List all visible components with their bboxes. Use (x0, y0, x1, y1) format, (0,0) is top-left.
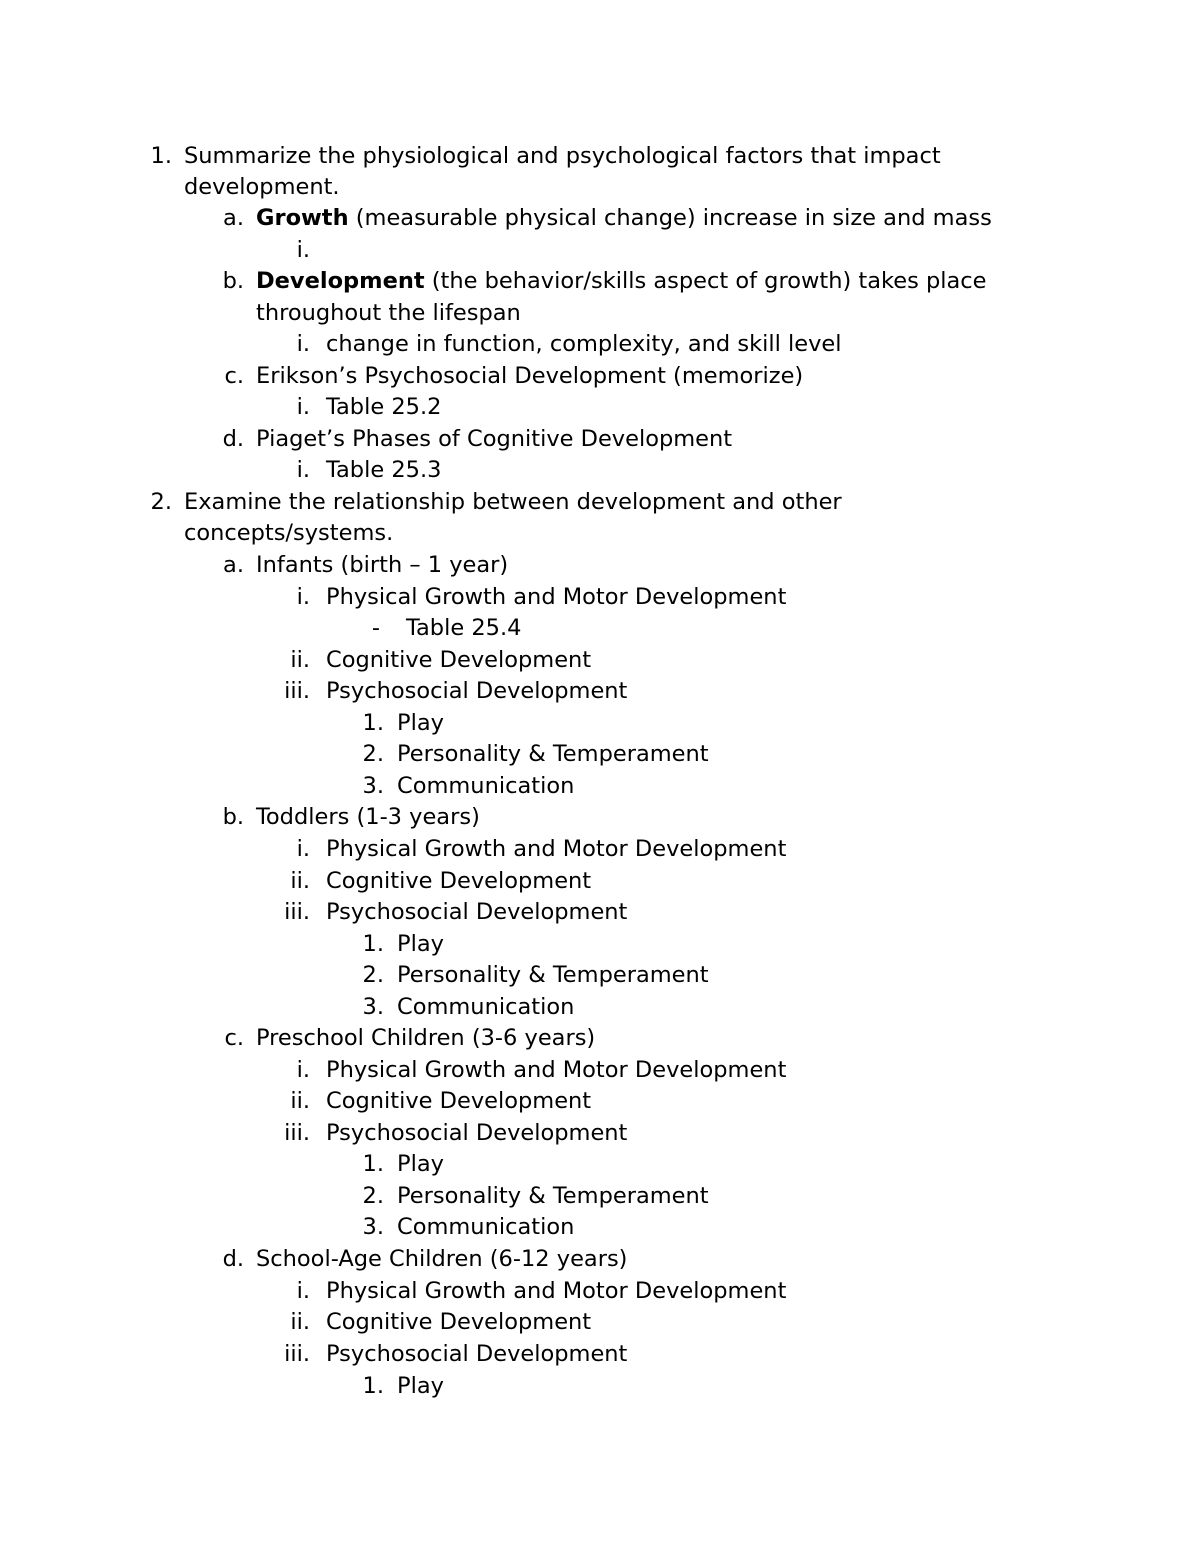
list-item-text: Communication (397, 994, 575, 1020)
list-item-text (256, 202, 992, 234)
list-item-text: Erikson’s Psychosocial Development (memorize) (256, 363, 804, 389)
list-letter: a. (223, 205, 244, 231)
list-number: 1. (362, 1151, 384, 1177)
list-item-text: Physical Growth and Motor Development (326, 836, 787, 862)
list-roman: ii. (290, 868, 310, 894)
term-development: Development (256, 268, 425, 294)
list-roman: i. (296, 394, 310, 420)
list-item-text: Physical Growth and Motor Development (326, 1278, 787, 1304)
list-number: 1. (362, 1373, 384, 1399)
list-item-text: Communication (397, 773, 575, 799)
list-letter: c. (224, 363, 244, 389)
list-item-text: Table 25.3 (326, 457, 442, 483)
list-item-text: Examine the relationship between development and other (184, 489, 842, 515)
list-item-text: Preschool Children (3-6 years) (256, 1025, 596, 1051)
list-item-text: Cognitive Development (326, 868, 592, 894)
list-item-text: change in function, complexity, and skill level (326, 331, 842, 357)
list-item-text: Psychosocial Development (326, 899, 628, 925)
list-letter: b. (222, 804, 244, 830)
list-roman: iii. (284, 1341, 310, 1367)
list-item-text: Play (397, 710, 444, 736)
list-roman: i. (296, 1057, 310, 1083)
list-item-text: Piaget’s Phases of Cognitive Development (256, 426, 733, 452)
list-item-text: Physical Growth and Motor Development (326, 1057, 787, 1083)
list-item-text: Cognitive Development (326, 1309, 592, 1335)
list-roman: iii. (284, 1120, 310, 1146)
list-item-text (256, 265, 986, 297)
list-item-text: School-Age Children (6-12 years) (256, 1246, 628, 1272)
term-definition: (measurable physical change) increase in size and mass (348, 205, 992, 231)
list-item-text: Psychosocial Development (326, 1120, 628, 1146)
list-item-text: Play (397, 1151, 444, 1177)
list-number: 1. (150, 143, 172, 169)
list-roman: ii. (290, 647, 310, 673)
list-roman: i. (296, 457, 310, 483)
list-item-text: Play (397, 931, 444, 957)
list-item-text: Cognitive Development (326, 647, 592, 673)
list-item-text-continued: development. (184, 174, 340, 200)
list-number: 3. (362, 994, 384, 1020)
list-item-text: Table 25.2 (326, 394, 442, 420)
list-item-text: Toddlers (1-3 years) (256, 804, 480, 830)
list-roman: i. (296, 584, 310, 610)
list-item-text: Infants (birth – 1 year) (256, 552, 509, 578)
list-item-text: Table 25.4 (406, 615, 522, 641)
list-item-text: Psychosocial Development (326, 678, 628, 704)
list-item-text: Personality & Temperament (397, 962, 709, 988)
list-number: 2. (362, 741, 384, 767)
list-item-text: Communication (397, 1214, 575, 1240)
list-number: 3. (362, 1214, 384, 1240)
term-definition: (the behavior/skills aspect of growth) takes place (424, 268, 987, 294)
list-roman: iii. (284, 678, 310, 704)
list-letter: a. (223, 552, 244, 578)
list-item-text: Physical Growth and Motor Development (326, 584, 787, 610)
list-item-text: Personality & Temperament (397, 1183, 709, 1209)
list-roman: i. (296, 331, 310, 357)
list-letter: c. (224, 1025, 244, 1051)
list-letter: b. (222, 268, 244, 294)
list-number: 1. (362, 931, 384, 957)
list-item-text: Personality & Temperament (397, 741, 709, 767)
list-dash: - (371, 615, 380, 641)
list-number: 2. (150, 489, 172, 515)
list-number: 2. (362, 962, 384, 988)
list-item-text: Psychosocial Development (326, 1341, 628, 1367)
list-roman: ii. (290, 1309, 310, 1335)
list-roman: iii. (284, 899, 310, 925)
list-number: 1. (362, 710, 384, 736)
list-roman: ii. (290, 1088, 310, 1114)
list-item-text: Cognitive Development (326, 1088, 592, 1114)
list-letter: d. (222, 426, 244, 452)
list-roman: i. (296, 1278, 310, 1304)
list-letter: d. (222, 1246, 244, 1272)
list-number: 3. (362, 773, 384, 799)
list-item-text: Summarize the physiological and psychological factors that impact (184, 143, 941, 169)
list-roman: i. (296, 237, 310, 263)
list-item-text-continued: throughout the lifespan (256, 300, 521, 326)
list-roman: i. (296, 836, 310, 862)
term-growth: Growth (256, 205, 349, 231)
list-item-text: Play (397, 1373, 444, 1399)
list-item-text-continued: concepts/systems. (184, 520, 394, 546)
list-number: 2. (362, 1183, 384, 1209)
